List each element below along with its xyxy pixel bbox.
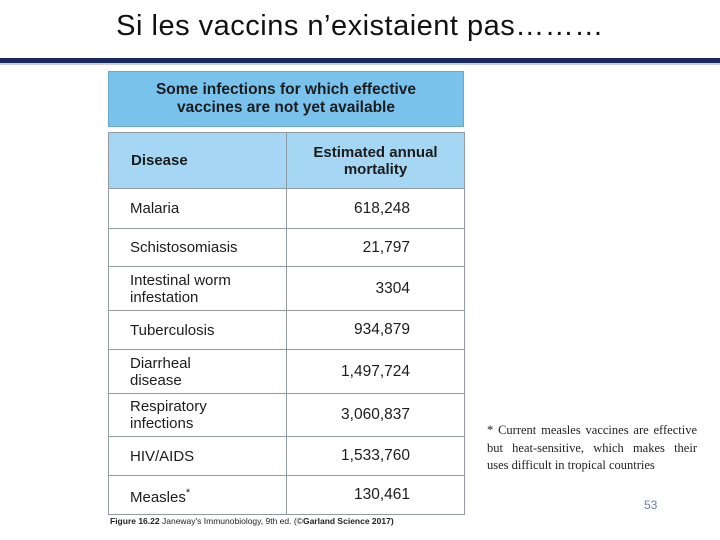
mortality-cell: 1,533,760 [287, 437, 465, 476]
caption-source: Janeway's Immunobiology, 9th ed. (© [161, 516, 303, 526]
table-row [109, 476, 465, 515]
table-row [109, 437, 465, 476]
table-row [109, 189, 465, 229]
disease-cell: Measles* [109, 476, 287, 515]
mortality-cell: 21,797 [287, 229, 465, 267]
table-row [109, 350, 465, 394]
table-row [109, 229, 465, 267]
table-row [109, 394, 465, 437]
mortality-cell: 618,248 [287, 189, 465, 229]
mortality-table [108, 132, 465, 515]
title-divider-shadow [0, 63, 720, 65]
figure-caption [110, 516, 394, 526]
header-mortality: Estimated annual mortality [287, 133, 465, 189]
mortality-cell: 1,497,724 [287, 350, 465, 394]
footnote-marker: * [185, 486, 191, 499]
page-number: 53 [644, 498, 658, 512]
measles-footnote: * Current measles vaccines are effective but heat-sensitive, which makes their uses difficult in tropical countries [487, 423, 697, 472]
header-disease: Disease [109, 133, 287, 189]
table-title: Some infections for which effective vaccines are not yet available [108, 71, 464, 127]
mortality-cell: 130,461 [287, 476, 465, 515]
disease-cell: Intestinal worm infestation [109, 267, 287, 311]
disease-cell: Schistosomiasis [109, 229, 287, 267]
table-row [109, 267, 465, 311]
mortality-cell: 3,060,837 [287, 394, 465, 437]
disease-cell: Diarrheal disease [109, 350, 287, 394]
disease-cell: Tuberculosis [109, 311, 287, 350]
slide-title: Si les vaccins n’existaient pas……… [116, 10, 604, 42]
vaccine-table-figure [108, 71, 464, 515]
disease-cell: HIV/AIDS [109, 437, 287, 476]
disease-cell: Malaria [109, 189, 287, 229]
caption-publisher: Garland Science 2017) [302, 516, 394, 526]
caption-figure-number: Figure 16.22 [110, 516, 160, 526]
table-header-row [109, 133, 465, 189]
table-row [109, 311, 465, 350]
mortality-cell: 3304 [287, 267, 465, 311]
disease-cell: Respiratory infections [109, 394, 287, 437]
mortality-cell: 934,879 [287, 311, 465, 350]
